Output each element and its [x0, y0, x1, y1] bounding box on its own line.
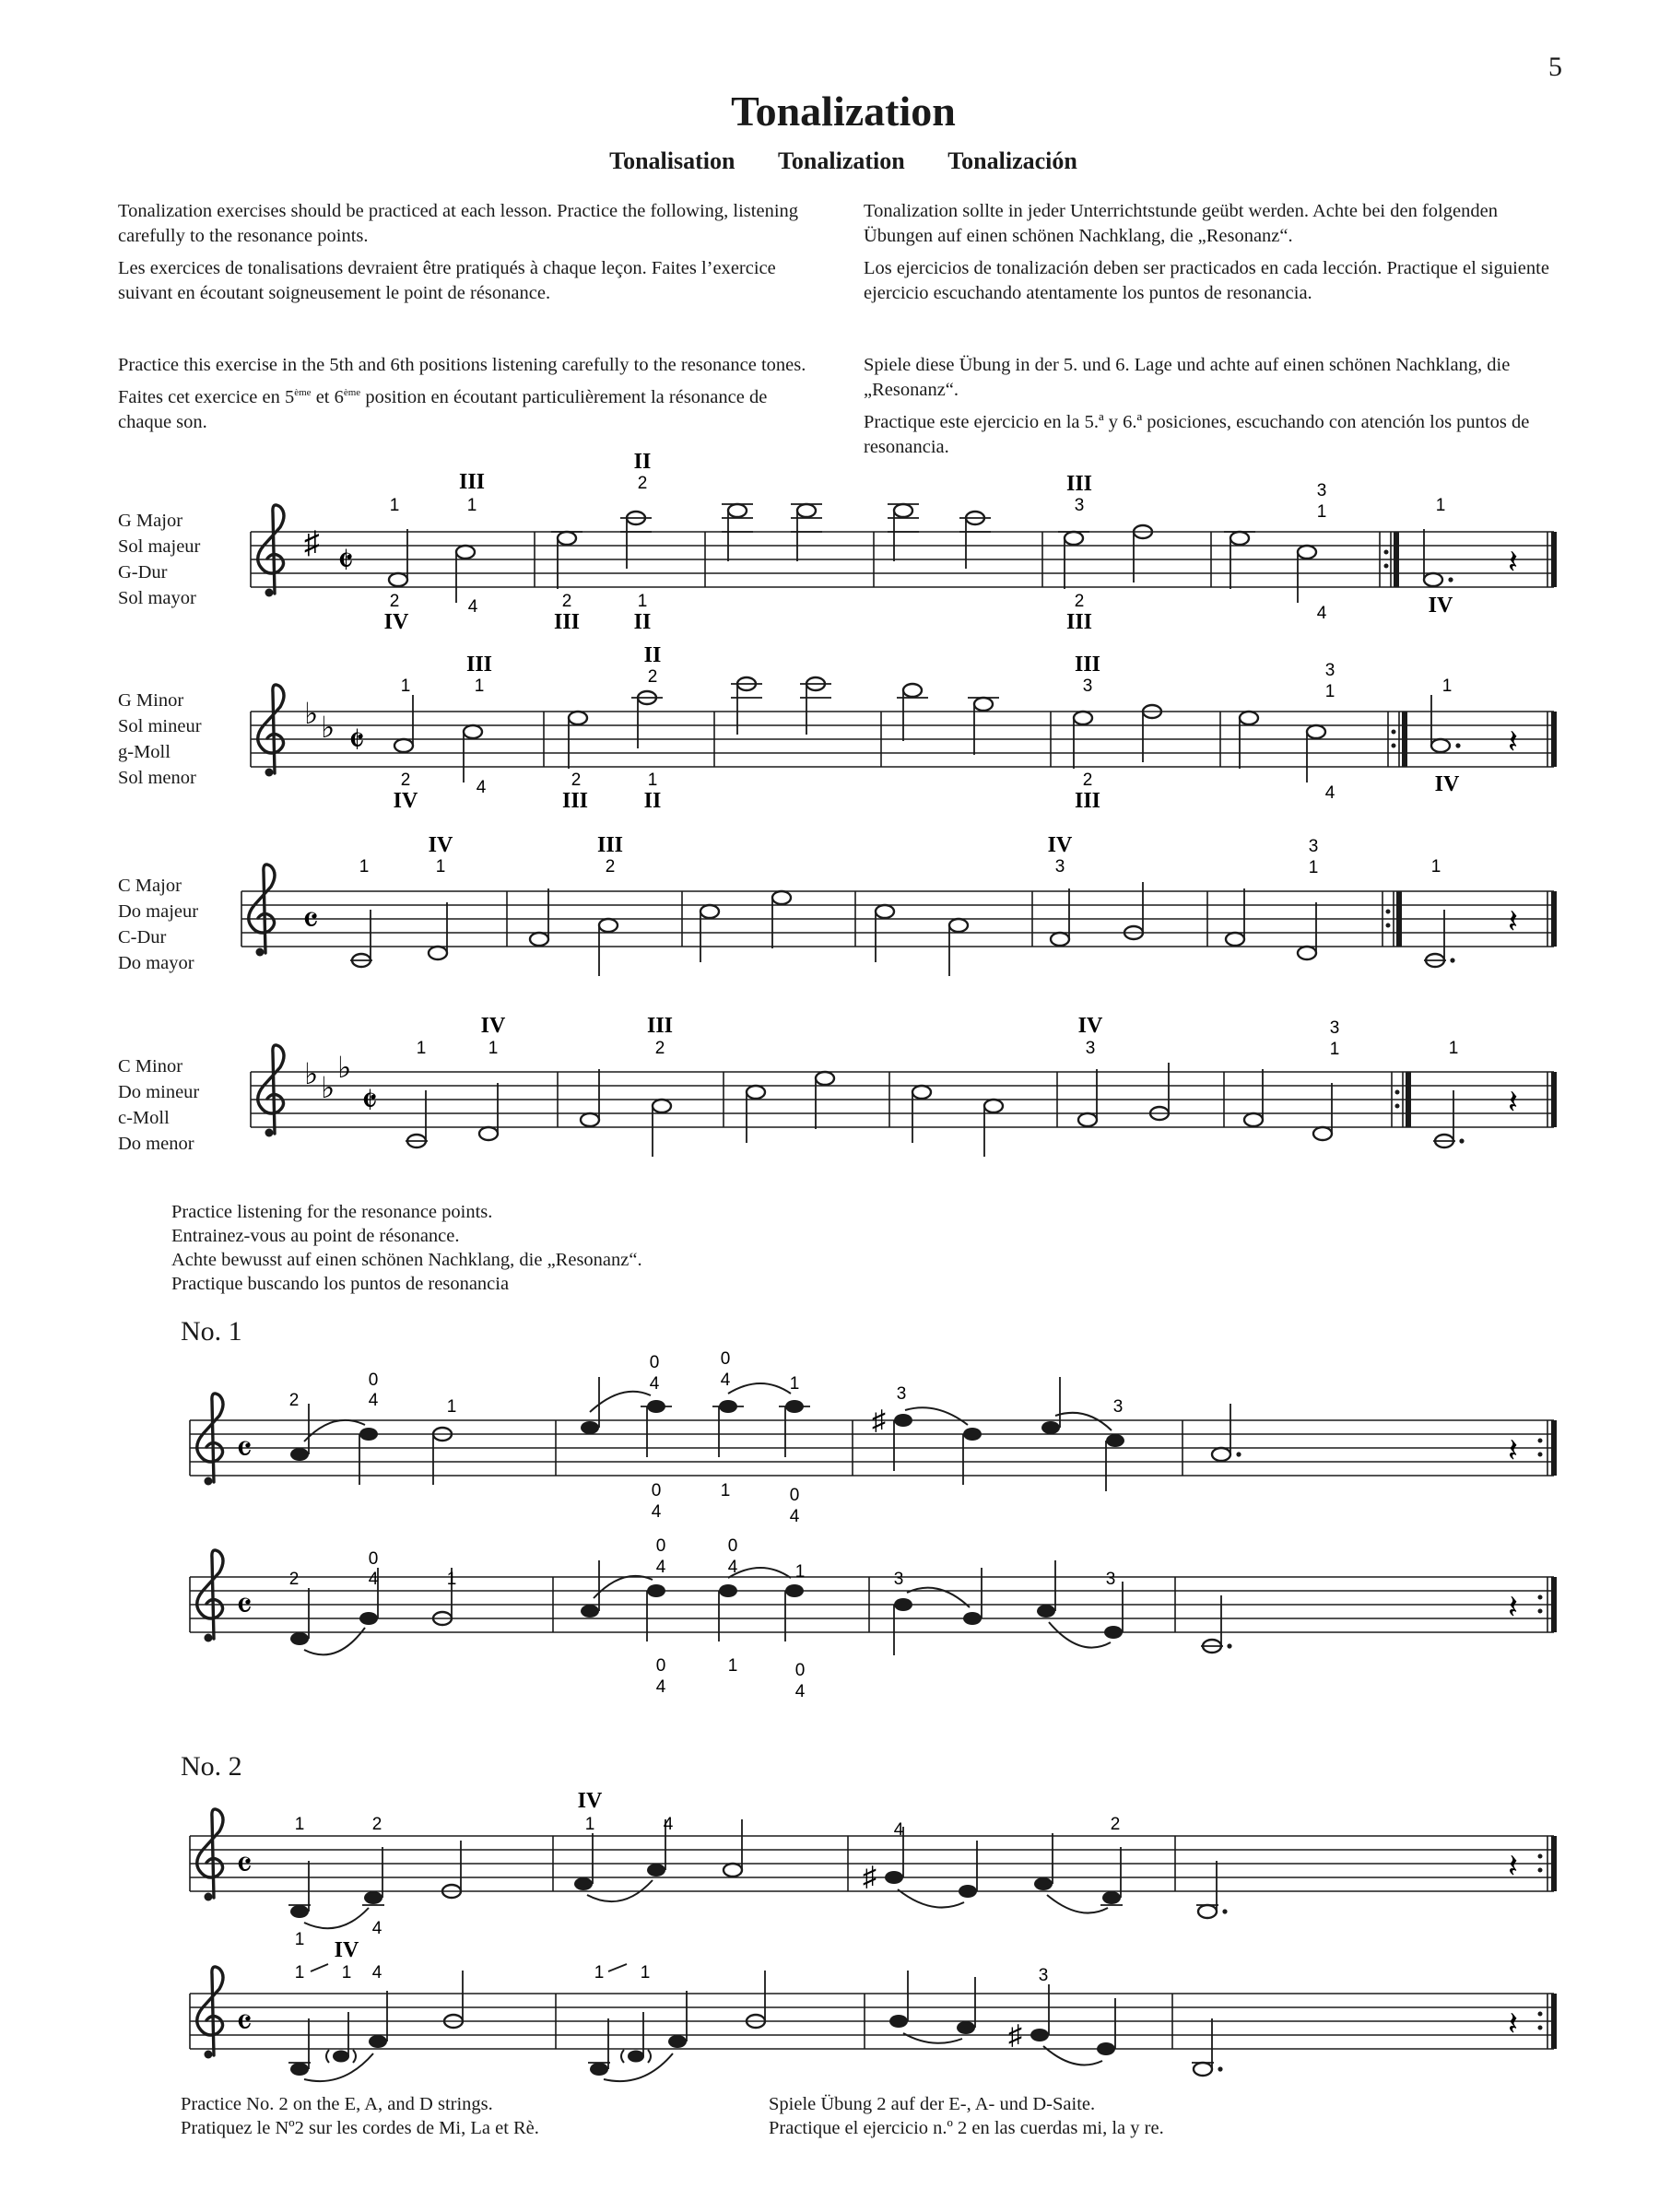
svg-text:1: 1	[1435, 496, 1446, 515]
resonance-note: Practice listening for the resonance points. Entrainez-vous au point de résonance. Achte bewusst auf einen schönen Nachklang, die „Resonanz“. Practique buscando los puntos de resonancia	[171, 1202, 642, 1294]
svg-text:3: 3	[893, 1570, 904, 1589]
svg-text:4: 4	[794, 1682, 806, 1701]
scale-label-g-minor: G Minor Sol mineur g-Moll Sol menor	[118, 690, 202, 788]
svg-text:4: 4	[1316, 604, 1327, 623]
svg-text:1: 1	[727, 1656, 738, 1676]
time-signature: 𝄵	[348, 720, 365, 761]
exercise-1-staff-2	[190, 1536, 1557, 1701]
svg-text:1: 1	[1430, 857, 1441, 877]
svg-text:0: 0	[649, 1353, 660, 1372]
svg-text:III: III	[1074, 653, 1101, 677]
exercise-2-label: No. 2	[181, 1751, 242, 1782]
time-signature: 𝄴	[236, 1429, 253, 1470]
positions-french: Faites cet exercice en 5ème et 6ème position en écoutant particulièrement la résonance de chaque son.	[118, 387, 768, 432]
staff-g-major	[251, 450, 1557, 634]
key-signature-flat-2: ♭	[321, 711, 335, 744]
svg-text:3: 3	[896, 1384, 907, 1404]
svg-text:1: 1	[474, 677, 485, 696]
page-title: Tonalization	[731, 88, 956, 135]
svg-text:4: 4	[649, 1374, 660, 1394]
svg-text:4: 4	[651, 1502, 662, 1522]
svg-text:4: 4	[789, 1507, 800, 1526]
svg-text:III: III	[553, 610, 581, 634]
svg-text:1: 1	[1316, 502, 1327, 522]
key-signature-flat-1: ♭	[304, 1057, 319, 1090]
svg-text:4: 4	[368, 1570, 379, 1589]
svg-text:4: 4	[371, 1963, 382, 1983]
treble-clef-icon	[197, 1394, 223, 1486]
svg-text:2: 2	[371, 1815, 382, 1834]
svg-text:3: 3	[1038, 1966, 1049, 1985]
svg-text:4: 4	[727, 1558, 738, 1577]
svg-text:IV: IV	[1428, 594, 1453, 618]
svg-text:0: 0	[651, 1481, 662, 1500]
svg-text:2: 2	[647, 667, 658, 687]
svg-text:1: 1	[789, 1374, 800, 1394]
svg-text:4: 4	[720, 1371, 731, 1390]
svg-text:4: 4	[655, 1677, 666, 1697]
svg-text:0: 0	[368, 1549, 379, 1569]
time-signature: 𝄴	[236, 1585, 253, 1627]
svg-text:0: 0	[789, 1486, 800, 1505]
quarter-rest: 𝄽	[1508, 1084, 1519, 1121]
footer-left: Practice No. 2 on the E, A, and D strings. Pratiquez le Nº2 sur les cordes de Mi, La et Rè.	[181, 2094, 539, 2138]
treble-clef-icon	[197, 1550, 223, 1642]
svg-text:2: 2	[1082, 771, 1093, 790]
treble-clef-icon	[258, 1045, 284, 1137]
svg-text:3: 3	[1054, 857, 1065, 877]
svg-text:1: 1	[1308, 858, 1319, 877]
time-signature: 𝄴	[236, 1844, 253, 1886]
svg-text:1: 1	[400, 677, 411, 696]
scale-label-c-minor: C Minor Do mineur c-Moll Do menor	[118, 1056, 200, 1154]
svg-text:0: 0	[655, 1656, 666, 1676]
svg-text:1: 1	[647, 771, 658, 790]
svg-text:3: 3	[1324, 661, 1335, 680]
svg-text:2: 2	[654, 1039, 665, 1058]
svg-text:2: 2	[561, 592, 572, 611]
positions-english: Practice this exercise in the 5th and 6th positions listening carefully to the resonance tones.	[118, 355, 806, 375]
svg-text:3: 3	[1112, 1397, 1124, 1417]
intro-german: Tonalization sollte in jeder Unterrichtstunde geübt werden. Achte bei den folgenden Übungen auf einen schönen Nachklang, die „Resonanz“.	[864, 201, 1498, 246]
svg-text:III: III	[1065, 472, 1093, 496]
time-signature: 𝄴	[302, 900, 319, 941]
quarter-rest: 𝄽	[1508, 1848, 1519, 1885]
sharp-accidental: ♯	[872, 1406, 886, 1436]
svg-text:2: 2	[637, 474, 648, 493]
svg-text:III: III	[1074, 789, 1101, 813]
treble-clef-icon	[258, 505, 284, 597]
svg-text:1: 1	[389, 496, 400, 515]
svg-text:1: 1	[720, 1481, 731, 1500]
subtitle-german: Tonalization	[777, 147, 905, 174]
svg-text:IV: IV	[393, 789, 418, 813]
treble-clef-icon	[249, 865, 275, 957]
svg-text:3: 3	[1308, 837, 1319, 856]
time-signature: 𝄵	[337, 540, 354, 582]
svg-text:IV: IV	[1434, 772, 1460, 796]
svg-text:II: II	[643, 643, 662, 667]
svg-text:0: 0	[727, 1536, 738, 1556]
staff-c-major	[241, 833, 1557, 976]
staff-c-minor	[251, 1014, 1557, 1157]
svg-text:1: 1	[1324, 682, 1335, 701]
intro-spanish: Los ejercicios de tonalización deben ser practicados en cada lección. Practique el siguiente ejercicio escuchando atentamente los puntos de resonancia.	[864, 258, 1549, 303]
svg-text:1: 1	[341, 1963, 352, 1983]
svg-text:III: III	[596, 833, 624, 857]
svg-text:1: 1	[1441, 677, 1453, 696]
svg-text:1: 1	[1448, 1039, 1459, 1058]
quarter-rest: 𝄽	[1508, 544, 1519, 581]
time-signature: 𝄵	[361, 1080, 378, 1122]
svg-text:2: 2	[1110, 1815, 1121, 1834]
scale-label-g-major: G Major Sol majeur G-Dur Sol mayor	[118, 511, 201, 608]
exercise-1-staff-1	[190, 1349, 1557, 1526]
time-signature: 𝄴	[236, 2002, 253, 2043]
key-signature-flat-3: ♭	[337, 1051, 352, 1084]
svg-text:2: 2	[288, 1391, 300, 1410]
quarter-rest: 𝄽	[1508, 903, 1519, 940]
treble-clef-icon	[197, 1967, 223, 2059]
svg-text:3: 3	[1082, 677, 1093, 696]
svg-text:III: III	[465, 653, 493, 677]
key-signature-flat-1: ♭	[304, 697, 319, 730]
positions-german: Spiele diese Übung in der 5. und 6. Lage und achte auf einen schönen Nachklang, die „Resonanz“.	[864, 355, 1511, 400]
svg-text:1: 1	[416, 1039, 427, 1058]
sharp-accidental: ♯	[863, 1862, 877, 1892]
quarter-rest: 𝄽	[1508, 1589, 1519, 1626]
svg-text:1: 1	[359, 857, 370, 877]
key-signature: ♯	[304, 526, 320, 560]
svg-text:1: 1	[584, 1815, 595, 1834]
svg-text:2: 2	[288, 1570, 300, 1589]
svg-text:4: 4	[1324, 783, 1335, 803]
intro-french: Les exercices de tonalisations devraient être pratiqués à chaque leçon. Faites l’exercice suivant en écoutant soigneusement le point de résonance.	[118, 258, 776, 303]
svg-text:1: 1	[294, 1815, 305, 1834]
svg-text:1: 1	[640, 1963, 651, 1983]
svg-text:2: 2	[400, 771, 411, 790]
svg-text:1: 1	[446, 1397, 457, 1417]
svg-text:2: 2	[571, 771, 582, 790]
svg-text:IV: IV	[428, 833, 453, 857]
svg-text:2: 2	[605, 857, 616, 877]
exercise-2-staff-2	[190, 1938, 1557, 2081]
sharp-accidental: ♯	[1008, 2020, 1022, 2051]
svg-text:IV: IV	[383, 610, 409, 634]
svg-text:IV: IV	[1077, 1014, 1103, 1038]
svg-text:1: 1	[1329, 1040, 1340, 1059]
footer-right: Spiele Übung 2 auf der E-, A- und D-Saite. Practique el ejercicio n.º 2 en las cuerdas mi, la y re.	[769, 2094, 1164, 2138]
svg-text:4: 4	[368, 1391, 379, 1410]
svg-text:1: 1	[794, 1562, 806, 1582]
svg-text:II: II	[633, 450, 652, 474]
svg-text:II: II	[633, 610, 652, 634]
svg-text:1: 1	[294, 1963, 305, 1983]
scale-label-c-major: C Major Do majeur C-Dur Do mayor	[118, 876, 199, 973]
svg-text:1: 1	[446, 1570, 457, 1589]
svg-text:III: III	[561, 789, 589, 813]
svg-text:2: 2	[389, 592, 400, 611]
treble-clef-icon	[197, 1809, 223, 1901]
treble-clef-icon	[258, 685, 284, 777]
svg-text:0: 0	[720, 1349, 731, 1369]
svg-text:1: 1	[594, 1963, 605, 1983]
quarter-rest: 𝄽	[1508, 2006, 1519, 2042]
page-number: 5	[1548, 52, 1562, 82]
svg-text:III: III	[646, 1014, 674, 1038]
svg-text:3: 3	[1105, 1570, 1116, 1589]
intro-english: Tonalization exercises should be practiced at each lesson. Practice the following, listening carefully to the resonance points.	[118, 201, 799, 246]
quarter-rest: 𝄽	[1508, 1432, 1519, 1469]
exercise-1-label: No. 1	[181, 1316, 242, 1347]
svg-text:1: 1	[488, 1039, 499, 1058]
svg-text:1: 1	[435, 857, 446, 877]
svg-text:IV: IV	[480, 1014, 506, 1038]
svg-text:4: 4	[476, 778, 487, 797]
svg-text:4: 4	[371, 1919, 382, 1938]
svg-text:4: 4	[663, 1815, 674, 1834]
svg-text:4: 4	[655, 1558, 666, 1577]
svg-text:3: 3	[1329, 1018, 1340, 1038]
svg-text:1: 1	[294, 1930, 305, 1949]
svg-text:0: 0	[655, 1536, 666, 1556]
subtitle-french: Tonalisation	[609, 147, 735, 174]
positions-spanish: Practique este ejercicio en la 5.ª y 6.ª posiciones, escuchando con atención los puntos de resonancia.	[864, 412, 1530, 457]
svg-text:III: III	[1065, 610, 1093, 634]
svg-text:0: 0	[794, 1661, 806, 1680]
svg-text:3: 3	[1074, 496, 1085, 515]
subtitle-spanish: Tonalización	[947, 147, 1077, 174]
svg-text:IV: IV	[1047, 833, 1073, 857]
svg-text:IV: IV	[334, 1938, 359, 1962]
svg-text:4: 4	[467, 597, 478, 617]
svg-text:2: 2	[1074, 592, 1085, 611]
exercise-2-staff-1	[190, 1789, 1557, 1949]
quarter-rest: 𝄽	[1508, 724, 1519, 760]
svg-text:0: 0	[368, 1371, 379, 1390]
svg-text:1: 1	[637, 592, 648, 611]
staff-g-minor	[251, 643, 1557, 813]
key-signature-flat-2: ♭	[321, 1071, 335, 1104]
svg-text:II: II	[643, 789, 662, 813]
svg-text:4: 4	[893, 1820, 904, 1840]
svg-text:III: III	[458, 470, 486, 494]
svg-text:3: 3	[1085, 1039, 1096, 1058]
svg-text:IV: IV	[577, 1789, 603, 1813]
svg-text:1: 1	[466, 496, 477, 515]
svg-text:3: 3	[1316, 481, 1327, 500]
